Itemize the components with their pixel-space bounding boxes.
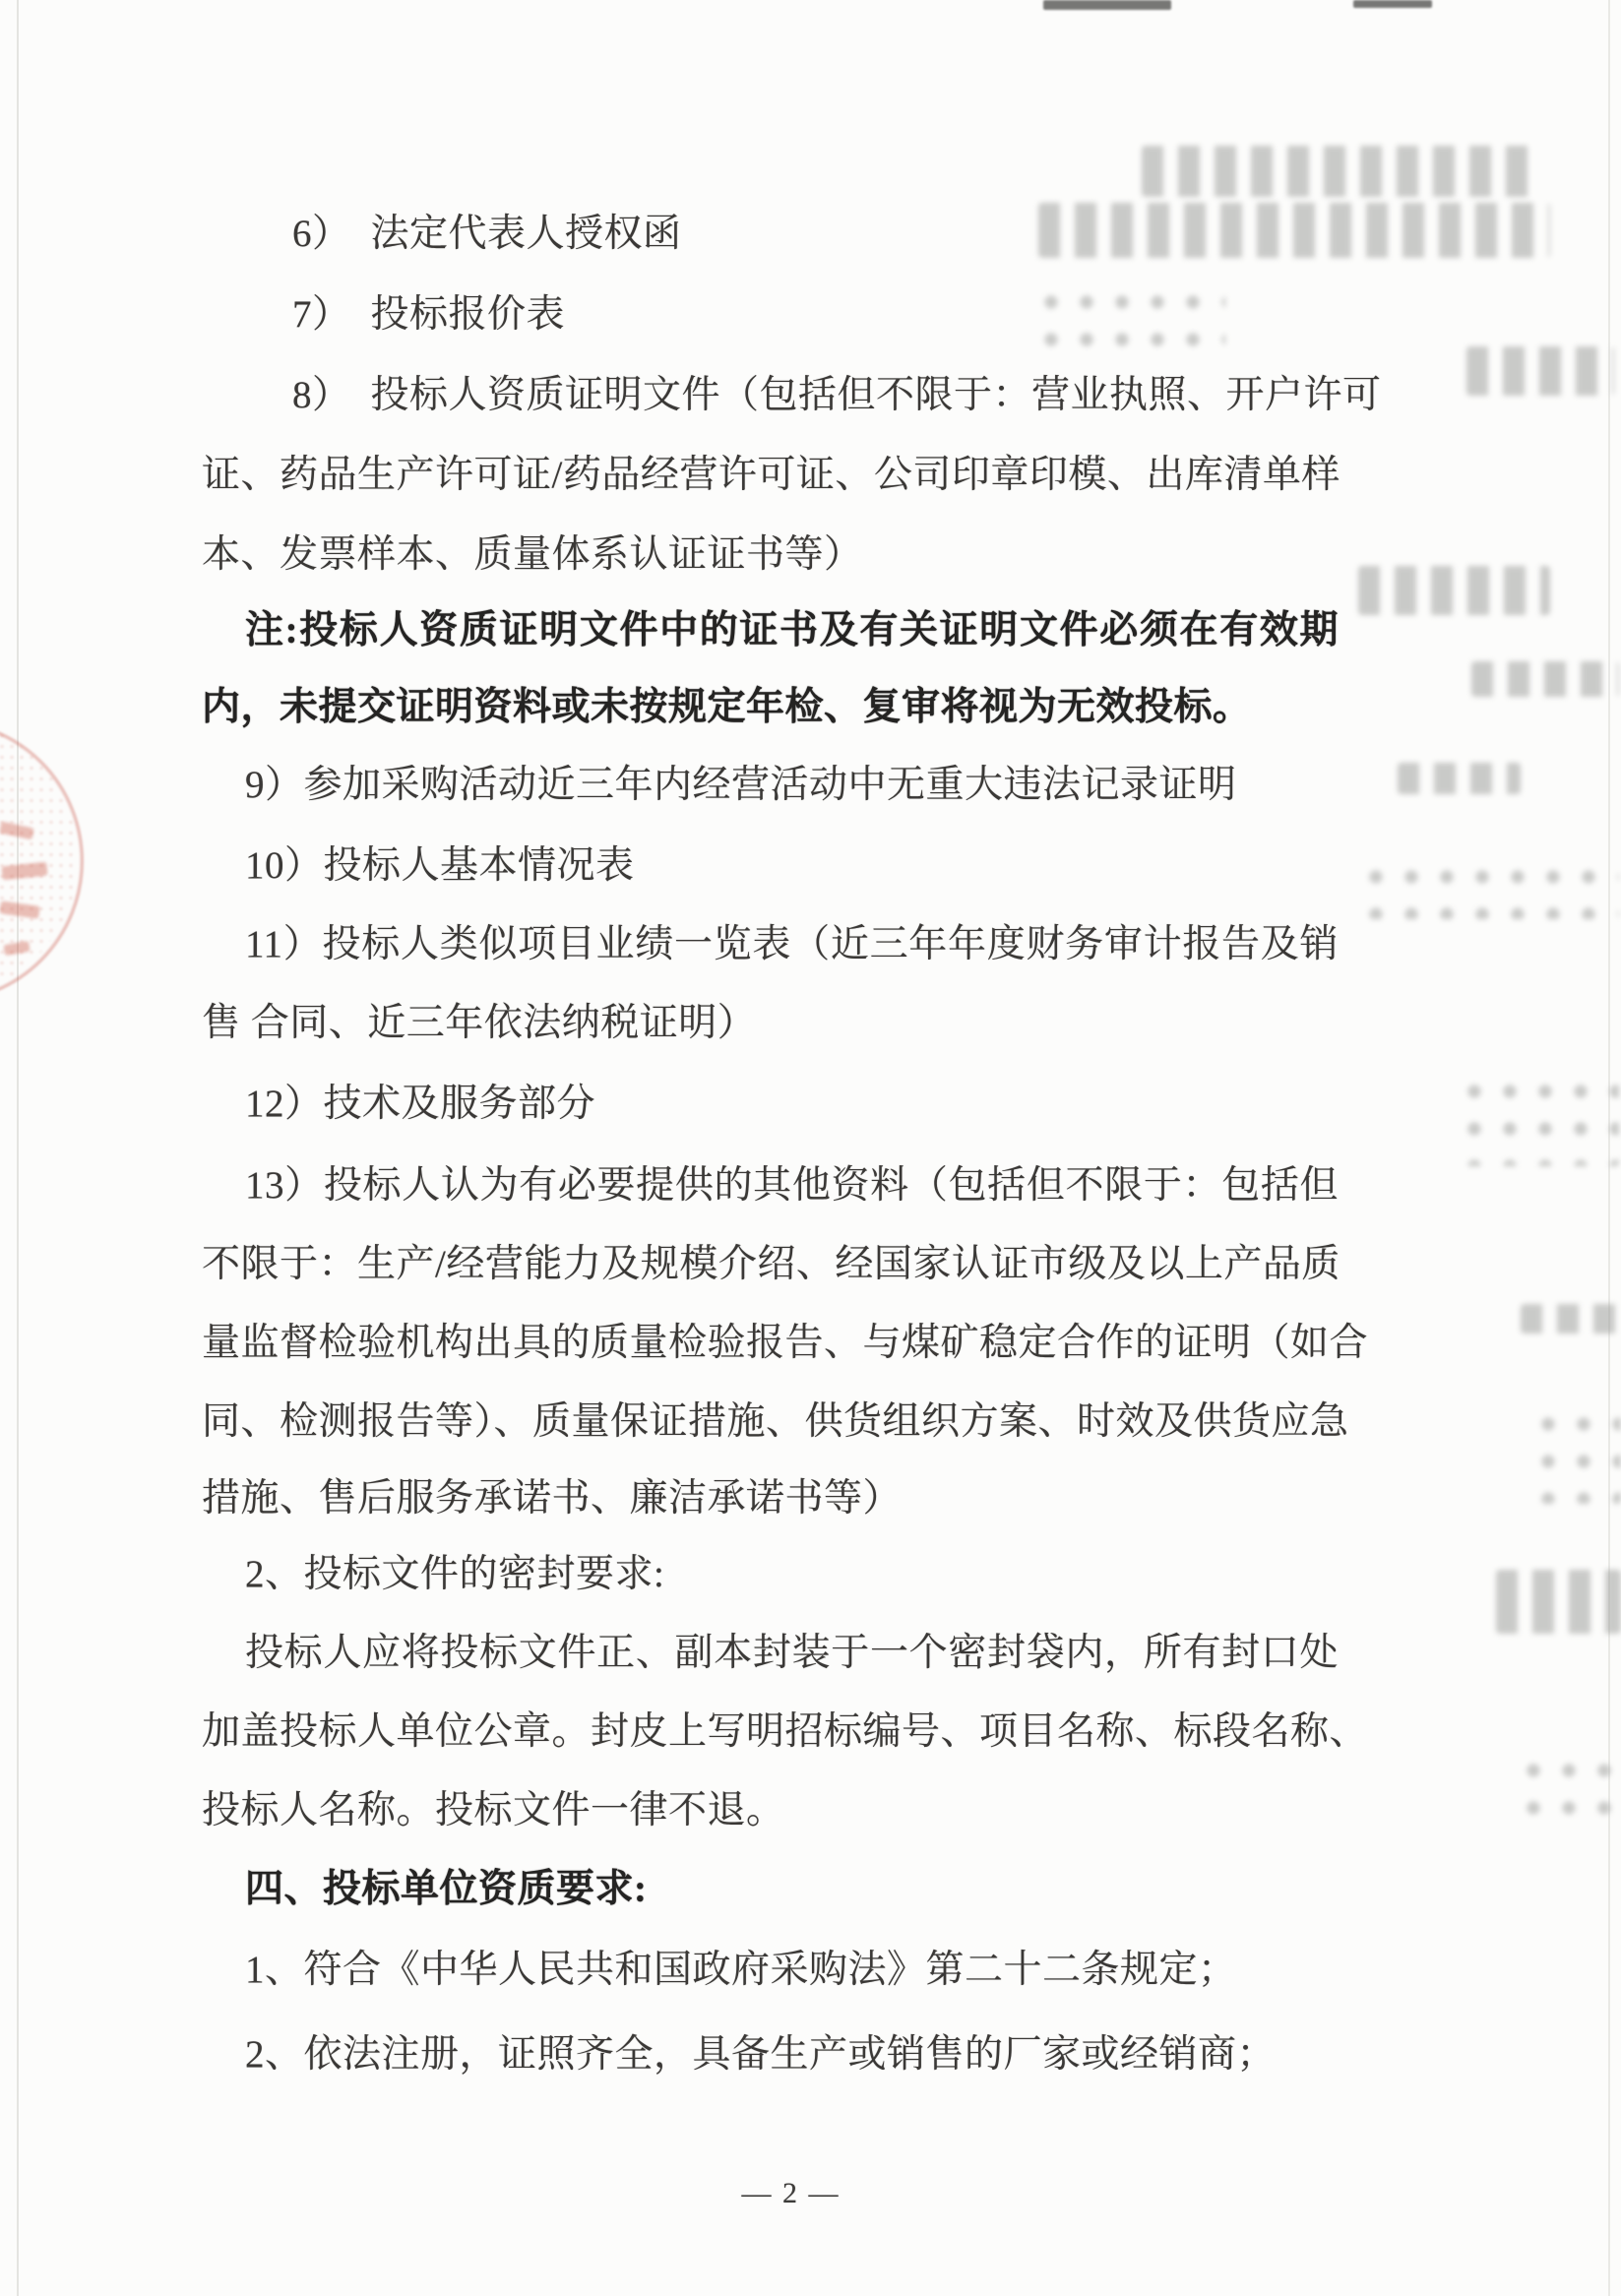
note-bold-line: 内，未提交证明资料或未按规定年检、复审将视为无效投标。: [202, 686, 1252, 728]
scan-edge-line-left: [17, 0, 19, 2296]
ghost-bleed-through-mark: [1358, 858, 1619, 919]
list-item-11-continuation: 售 合同、近三年依法纳税证明）: [202, 1002, 757, 1044]
qualification-item-2: 2、依法注册，证照齐全，具备生产或销售的厂家或经销商；: [245, 2033, 1277, 2076]
list-item-13-continuation: 不限于：生产/经营能力及规模介绍、经国家认证市级及以上产品质: [202, 1243, 1340, 1285]
note-bold-line: 注:投标人资质证明文件中的证书及有关证明文件必须在有效期: [245, 609, 1339, 652]
list-item-13-continuation: 同、检测报告等）、质量保证措施、供货组织方案、时效及供货应急: [202, 1400, 1349, 1443]
ink-speck: [1353, 0, 1432, 8]
list-item-8: 8） 投标人资质证明文件（包括但不限于：营业执照、开户许可: [292, 374, 1382, 416]
section-4-heading: 四、投标单位资质要求:: [245, 1868, 648, 1910]
ghost-bleed-through-mark: [1496, 1570, 1621, 1634]
list-item-11: 11）投标人类似项目业绩一览表（近三年年度财务审计报告及销: [245, 923, 1339, 965]
ghost-bleed-through-mark: [1530, 1405, 1621, 1504]
list-item-10: 10）投标人基本情况表: [245, 844, 635, 887]
list-item-7: 7） 投标报价表: [292, 293, 566, 336]
ghost-bleed-through-mark: [1521, 1304, 1619, 1334]
ghost-bleed-through-mark: [1516, 1752, 1614, 1831]
list-item-13-continuation: 措施、售后服务承诺书、廉洁承诺书等）: [202, 1477, 903, 1520]
ghost-bleed-through-mark: [1471, 661, 1619, 697]
qualification-item-1: 1、符合《中华人民共和国政府采购法》第二十二条规定；: [245, 1949, 1237, 1991]
list-item-13: 13）投标人认为有必要提供的其他资料（包括但不限于：包括但: [245, 1164, 1339, 1207]
ghost-bleed-through-mark: [1457, 1073, 1619, 1166]
list-item-12: 12）技术及服务部分: [245, 1083, 596, 1125]
list-item-13-continuation: 量监督检验机构出具的质量检验报告、与煤矿稳定合作的证明（如合: [202, 1322, 1369, 1364]
list-item-9: 9）参加采购活动近三年内经营活动中无重大违法记录证明: [245, 764, 1237, 806]
document-body: [202, 0, 1382, 2296]
sealing-requirement-heading: 2、投标文件的密封要求:: [245, 1553, 665, 1595]
ghost-bleed-through-mark: [1398, 763, 1521, 794]
paragraph-line: 投标人名称。投标文件一律不退。: [202, 1789, 785, 1831]
list-item-8-continuation: 本、发票样本、质量体系认证证书等）: [202, 533, 863, 576]
list-item-6: 6） 法定代表人授权函: [292, 213, 682, 255]
list-item-8-continuation: 证、药品生产许可证/药品经营许可证、公司印章印模、出库清单样: [202, 454, 1340, 496]
page-number: — 2 —: [741, 2177, 841, 2209]
paragraph-line: 加盖投标人单位公章。封皮上写明招标编号、项目名称、标段名称、: [202, 1710, 1369, 1753]
ghost-bleed-through-mark: [1466, 346, 1614, 396]
paragraph-line: 投标人应将投标文件正、副本封装于一个密封袋内，所有封口处: [245, 1632, 1339, 1674]
ghost-bleed-through-mark: [1358, 566, 1550, 615]
